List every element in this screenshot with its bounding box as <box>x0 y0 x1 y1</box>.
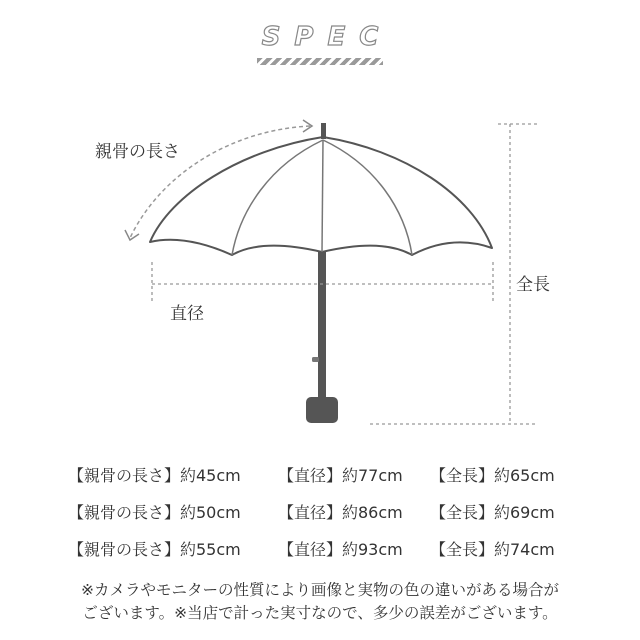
umbrella-handle <box>306 397 338 423</box>
spec-rib-length: 【親骨の長さ】約50cm <box>68 503 241 522</box>
disclaimer-line-1: ※カメラやモニターの性質により画像と実物の色の違いがある場合が <box>81 581 559 599</box>
spec-diameter: 【直径】約77cm <box>278 466 403 485</box>
spec-diameter: 【直径】約93cm <box>278 540 403 559</box>
spec-total-length: 【全長】約65cm <box>430 466 555 485</box>
umbrella-canopy <box>150 137 492 255</box>
spec-title: SPEC <box>261 22 393 52</box>
spec-total-length: 【全長】約74cm <box>430 540 555 559</box>
spec-diameter: 【直径】約86cm <box>278 503 403 522</box>
spec-rib-length: 【親骨の長さ】約55cm <box>68 540 241 559</box>
spec-total-length: 【全長】約69cm <box>430 503 555 522</box>
canopy-rib <box>322 140 323 252</box>
disclaimer-line-2: ございます。※当店で計った実寸なので、多少の誤差がございます。 <box>82 604 558 622</box>
runner-button <box>312 357 319 362</box>
umbrella-tip <box>321 123 326 139</box>
spec-rib-length: 【親骨の長さ】約45cm <box>68 466 241 485</box>
umbrella-shaft <box>318 252 326 398</box>
diameter-label: 直径 <box>170 304 204 324</box>
rib-length-label: 親骨の長さ <box>95 142 180 162</box>
total-length-label: 全長 <box>516 275 550 295</box>
